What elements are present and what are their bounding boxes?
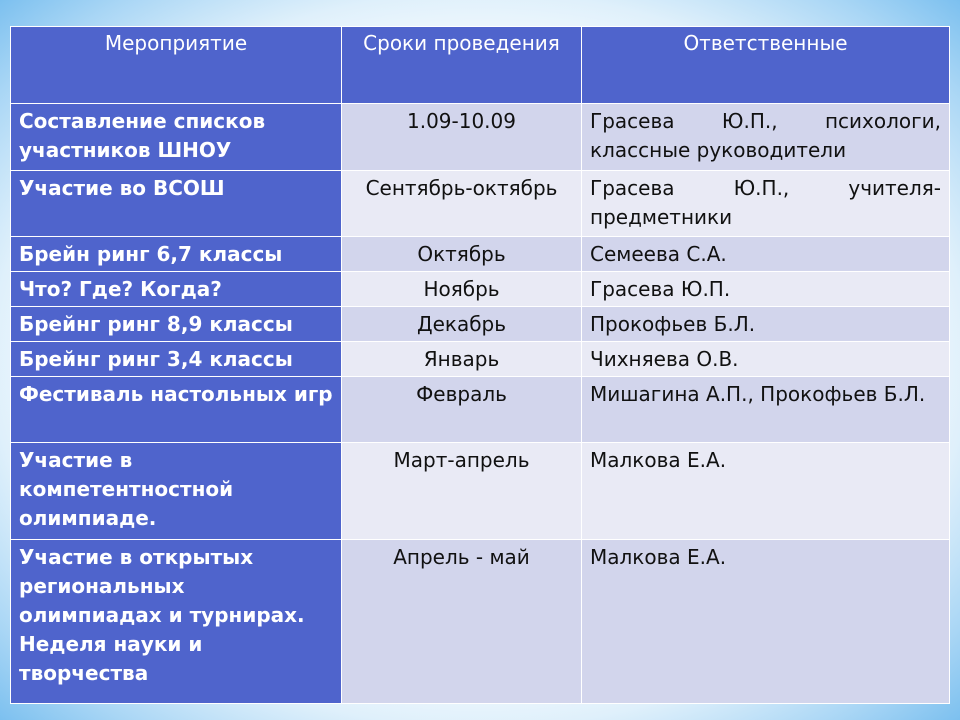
period-cell: Октябрь [342,237,582,272]
events-schedule-table [10,26,950,704]
period-cell: Сентябрь-октябрь [342,171,582,237]
header-period: Сроки проведения [342,27,582,104]
event-cell: Составление списков участников ШНОУ [11,104,342,171]
responsible-cell: Чихняева О.В. [582,342,950,377]
table-row [11,272,950,307]
header-event: Мероприятие [11,27,342,104]
period-cell: Ноябрь [342,272,582,307]
period-cell: Март-апрель [342,443,582,540]
period-cell: Февраль [342,377,582,443]
responsible-cell: Прокофьев Б.Л. [582,307,950,342]
table-row [11,377,950,443]
event-cell: Фестиваль настольных игр [11,377,342,443]
period-cell: Январь [342,342,582,377]
responsible-cell: Семеева С.А. [582,237,950,272]
table-row [11,342,950,377]
period-cell: 1.09-10.09 [342,104,582,171]
event-cell: Брейн ринг 6,7 классы [11,237,342,272]
event-cell: Брейнг ринг 8,9 классы [11,307,342,342]
event-cell: Участие в открытых региональных олимпиадах и турнирах. Неделя науки и творчества [11,540,342,704]
period-cell: Декабрь [342,307,582,342]
period-cell: Апрель - май [342,540,582,704]
table-row [11,171,950,237]
header-responsible: Ответственные [582,27,950,104]
table-row [11,540,950,704]
table-row [11,307,950,342]
table-row [11,237,950,272]
table-header-row [11,27,950,104]
responsible-cell: Мишагина А.П., Прокофьев Б.Л. [582,377,950,443]
event-cell: Что? Где? Когда? [11,272,342,307]
event-cell: Участие во ВСОШ [11,171,342,237]
table-row [11,443,950,540]
responsible-cell: Грасева Ю.П. [582,272,950,307]
responsible-cell: Малкова Е.А. [582,540,950,704]
responsible-cell: Грасева Ю.П., учителя-предметники [582,171,950,237]
event-cell: Брейнг ринг 3,4 классы [11,342,342,377]
event-cell: Участие в компетентностной олимпиаде. [11,443,342,540]
table-row [11,104,950,171]
responsible-cell: Малкова Е.А. [582,443,950,540]
responsible-cell: Грасева Ю.П., психологи, классные руководители [582,104,950,171]
